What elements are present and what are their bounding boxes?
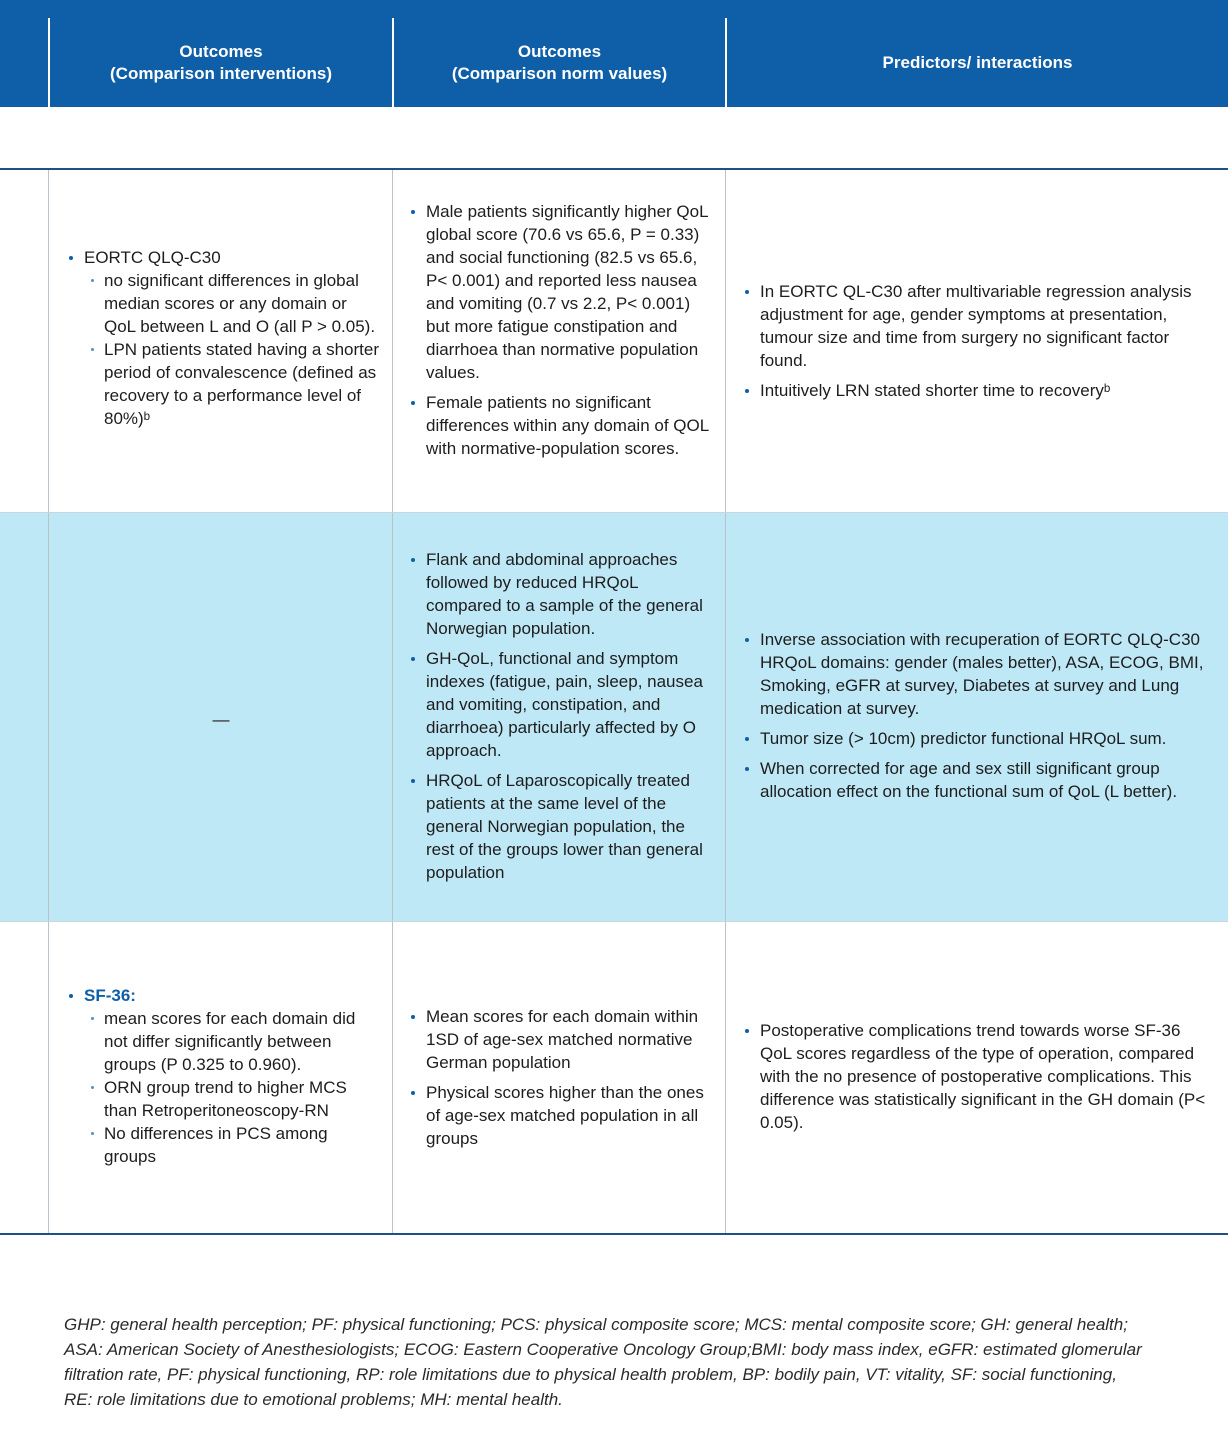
row3-predictor-text: Postoperative complications trend towards worse SF-36 QoL scores regardless of the type of operation, compared with the no presence of postoperative complications. This difference was statistically significant in the GH domain (P< 0.05).: [760, 1021, 1206, 1132]
header-col2-line2: (Comparison norm values): [451, 63, 668, 83]
row1-norm-cell: [404, 200, 716, 467]
list-item: [404, 1081, 716, 1150]
row1-predictor-text: In EORTC QL-C30 after multivariable regression analysis adjustment for age, gender symptoms at presentation, tumour size and time from surgery no significant factor found.: [760, 282, 1192, 370]
list-item: [738, 727, 1210, 750]
row-divider: [0, 168, 1228, 170]
row3-predictors-cell: [738, 1019, 1210, 1141]
row2-norm-text: HRQoL of Laparoscopically treated patients at the same level of the general Norwegian population, the rest of the groups lower than general population: [426, 771, 703, 882]
row3-norm-cell: [404, 1005, 716, 1157]
header-comparison-norm-values: [394, 18, 725, 107]
row2-predictor-text: When corrected for age and sex still significant group allocation effect on the functional sum of QoL (L better).: [760, 759, 1178, 801]
list-item: [404, 548, 716, 640]
list-item: [84, 1007, 380, 1076]
list-item: [404, 391, 716, 460]
row2-predictor-text: Inverse association with recuperation of EORTC QLQ-C30 HRQoL domains: gender (males better), ASA, ECOG, BMI, Smoking, eGFR at survey, Diabetes at survey and Lung medication at survey.: [760, 630, 1204, 718]
row2-predictor-text: Tumor size (> 10cm) predictor functional HRQoL sum.: [760, 729, 1167, 748]
row3-intervention-sub: No differences in PCS among groups: [104, 1124, 328, 1166]
column-divider: [392, 170, 393, 1233]
row2-norm-cell: [404, 548, 716, 891]
list-item: [84, 269, 380, 338]
list-item: [738, 379, 1210, 402]
row2-interventions-cell: [50, 708, 392, 731]
row3-interventions-cell: [62, 984, 380, 1175]
row3-intervention-sub: ORN group trend to higher MCS than Retroperitoneoscopy-RN: [104, 1078, 347, 1120]
row3-intervention-main: SF-36:: [84, 986, 136, 1005]
empty-dash: —: [212, 710, 230, 729]
list-item: [404, 1005, 716, 1074]
column-divider: [725, 170, 726, 1233]
list-item: [62, 246, 380, 430]
row1-intervention-main: EORTC QLQ-C30: [84, 248, 221, 267]
list-item: [62, 984, 380, 1168]
list-item: [738, 628, 1210, 720]
table-bottom-rule: [0, 1233, 1228, 1235]
header-predictors-interactions: [727, 18, 1228, 107]
row3-intervention-sub: mean scores for each domain did not differ significantly between groups (P 0.325 to 0.960).: [104, 1009, 356, 1074]
row1-intervention-sub: no significant differences in global median scores or any domain or QoL between L and O (all P > 0.05).: [104, 271, 376, 336]
row1-predictor-text: Intuitively LRN stated shorter time to recoveryᵇ: [760, 381, 1111, 400]
row-separator: [0, 921, 1228, 922]
row2-norm-text: GH-QoL, functional and symptom indexes (fatigue, pain, sleep, nausea and vomiting, constipation, and diarrhoea) particularly affected by O approach.: [426, 649, 703, 760]
list-item: [738, 757, 1210, 803]
list-item: [84, 338, 380, 430]
row-separator: [0, 512, 1228, 513]
table-footnote: GHP: general health perception; PF: physical functioning; PCS: physical composite score; MCS: mental composite score; GH: general health; ASA: American Society of Anesthesiologists; ECOG: Eastern Cooperative Oncology Group;BMI: body mass index, eGFR: estimated glomerular filtration rate, PF: physical functioning, RP: role limitations due to physical health problem, BP: bodily pain, VT: vitality, SF: social functioning, RE: role limitations due to emotional problems; MH: mental health.: [64, 1315, 1142, 1409]
row1-interventions-cell: [62, 246, 380, 437]
list-item: [738, 1019, 1210, 1134]
header-col3-label: Predictors/ interactions: [882, 52, 1073, 72]
list-item: [404, 647, 716, 762]
row1-norm-text: Male patients significantly higher QoL global score (70.6 vs 65.6, P = 0.33) and social functioning (82.5 vs 65.6, P< 0.001) and reported less nausea and vomiting (0.7 vs 2.2, P< 0.001) but more fatigue constipation and diarrhoea than normative population values.: [426, 202, 708, 382]
row1-predictors-cell: [738, 280, 1210, 409]
list-item: [84, 1076, 380, 1122]
row1-intervention-sub: LPN patients stated having a shorter period of convalescence (defined as recovery to a performance level of 80%)ᵇ: [104, 340, 379, 428]
list-item: [738, 280, 1210, 372]
column-divider: [48, 170, 49, 1233]
row1-norm-text: Female patients no significant differences within any domain of QOL with normative-population scores.: [426, 393, 709, 458]
header-col1-line1: Outcomes: [179, 41, 263, 61]
header-col1-line2: (Comparison interventions): [110, 63, 332, 83]
list-item: [84, 1122, 380, 1168]
list-item: [404, 769, 716, 884]
row2-norm-text: Flank and abdominal approaches followed by reduced HRQoL compared to a sample of the general Norwegian population.: [426, 550, 703, 638]
row3-norm-text: Physical scores higher than the ones of age-sex matched population in all groups: [426, 1083, 704, 1148]
header-col2-line1: Outcomes: [517, 41, 602, 61]
list-item: [404, 200, 716, 384]
header-comparison-interventions: [50, 18, 392, 107]
row3-norm-text: Mean scores for each domain within 1SD of age-sex matched normative German population: [426, 1007, 699, 1072]
row2-predictors-cell: [738, 628, 1210, 810]
